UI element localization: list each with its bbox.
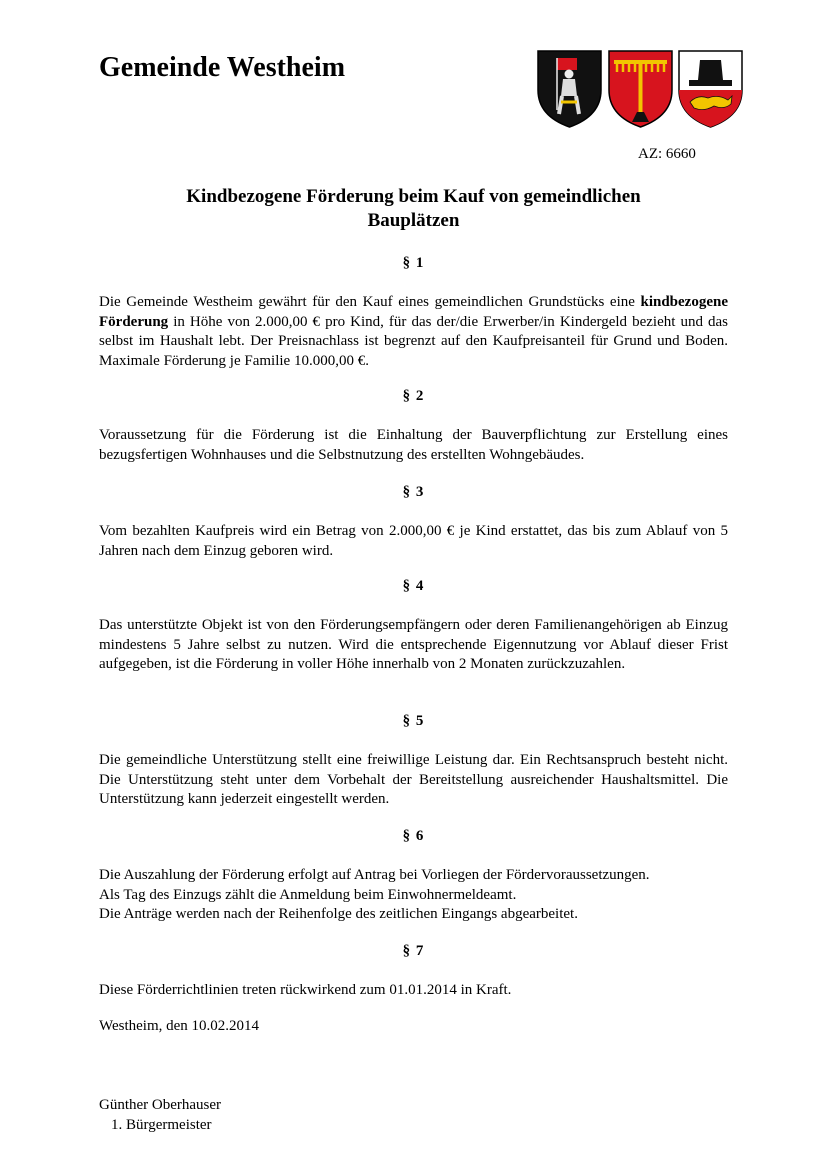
section-text [99,293,728,371]
section-1 [99,253,728,371]
section-heading: § 3 [402,484,425,500]
section-text-start: Die Gemeinde Westheim gewährt für den Kauf eines gemeindlichen Grundstücks eine [99,294,641,310]
signer-name: Günther Oberhauser [99,1097,222,1113]
section-line: Die Auszahlung der Förderung erfolgt auf Antrag bei Vorliegen der Fördervoraussetzungen. [99,867,650,883]
section-heading: § 6 [402,828,425,844]
section-line: Die Anträge werden nach der Reihenfolge des zeitlichen Eingangs abgearbeitet. [99,906,578,922]
section-3 [99,482,728,561]
section-5 [99,711,728,810]
municipality-title: Gemeinde Westheim [99,52,346,83]
section-6 [99,826,728,925]
section-7 [99,941,728,1001]
reference-number: AZ: 6660 [638,146,696,162]
section-text: Diese Förderrichtlinien treten rückwirkend zum 01.01.2014 in Kraft. [99,982,512,998]
document-title-line-2: Bauplätzen [367,210,460,231]
section-text-end: in Höhe von 2.000,00 € pro Kind, für das der/die Erwerber/in Kindergeld bezieht und das selbst im Haushalt lebt. Der Preisnachlass ist begrenzt auf den Kaufpreisanteil für Grund und Boden. Maximale Förderung je Familie 10.000,00 €. [99,313,728,369]
section-text: Das unterstützte Objekt ist von den Förderungsempfängern oder deren Familienangehörigen ab Einzug mindestens 5 Jahre selbst zu nutzen. Wird die entsprechende Eigennutzung vor Ablauf dieser Frist aufgegeben, ist die Förderung in voller Höhe innerhalb von 2 Monaten zurückzuzahlen. [99,617,728,672]
section-text [99,866,728,925]
section-heading: § 7 [402,943,425,959]
section-heading: § 4 [402,578,425,594]
section-heading: § 2 [402,388,425,404]
coat-of-arms-standard-bearer-icon [538,51,601,127]
section-text: Voraussetzung für die Förderung ist die Einhaltung der Bauverpflichtung zur Erstellung eines bezugsfertigen Wohnhauses und die Selbstnutzung des erstellten Wohngebäudes. [99,427,728,463]
signer-role: 1. Bürgermeister [111,1116,212,1133]
section-2 [99,386,728,465]
coat-of-arms-rake-icon [609,51,672,127]
section-heading: § 5 [402,713,425,729]
section-text: Vom bezahlten Kaufpreis wird ein Betrag von 2.000,00 € je Kind erstattet, das bis zum Ablauf von 5 Jahren nach dem Einzug geboren wird. [99,523,728,559]
coat-of-arms-lion-icon [679,51,742,127]
coat-of-arms-group [537,50,743,128]
section-line: Als Tag des Einzugs zählt die Anmeldung beim Einwohnermeldeamt. [99,886,517,903]
section-text: Die gemeindliche Unterstützung stellt eine freiwillige Leistung dar. Ein Rechtsanspruch besteht nicht. Die Unterstützung steht unter dem Vorbehalt der Bereitstellung ausreichender Haushaltsmittel. Die Unterstützung kann jederzeit eingestellt werden. [99,752,728,807]
section-4 [99,576,728,675]
emphasized-term: kindbezogene Förderung [99,294,728,330]
document-title [99,185,728,233]
signature-block [99,1096,221,1135]
section-heading: § 1 [402,255,425,271]
place-and-date: Westheim, den 10.02.2014 [99,1018,260,1034]
document-title-line-1: Kindbezogene Förderung beim Kauf von gemeindlichen [186,186,641,207]
